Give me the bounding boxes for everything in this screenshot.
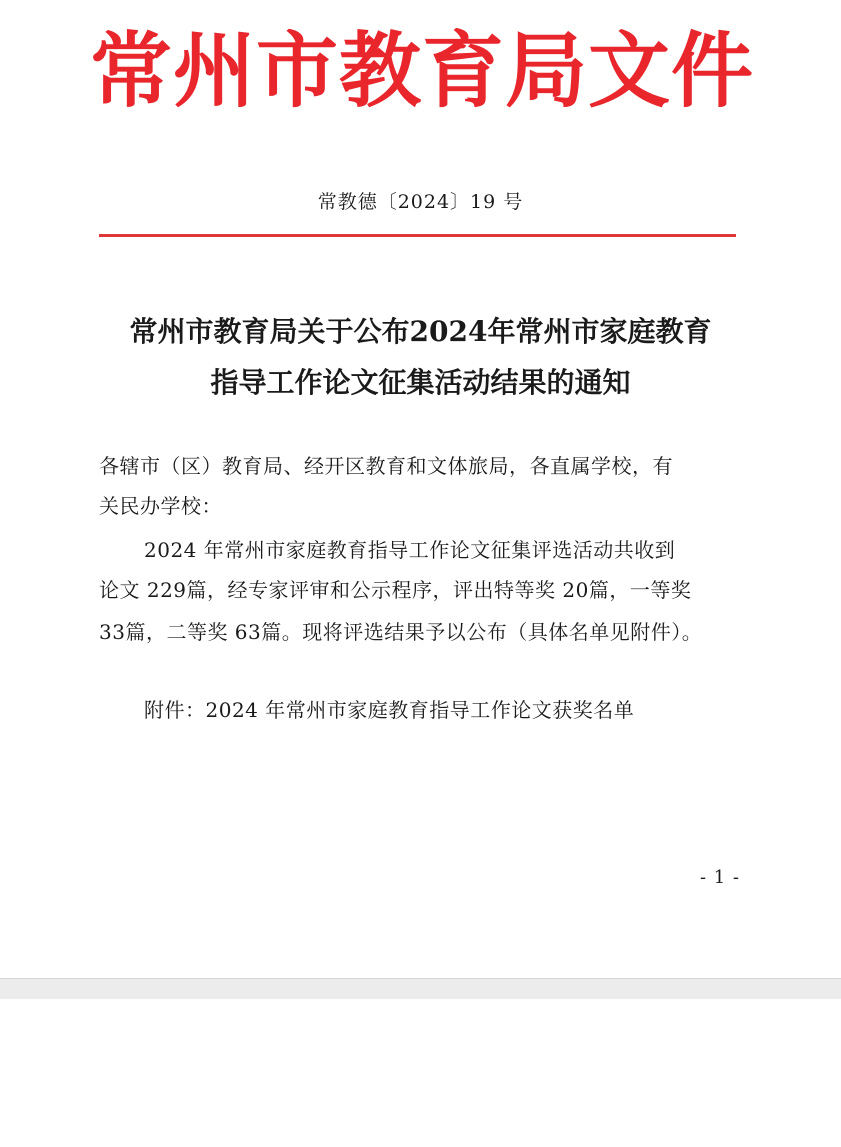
- notice-title-line-1: 常州市教育局关于公布2024年常州市家庭教育: [129, 315, 712, 348]
- body-paragraph-line-3: 33篇，二等奖 63篇。现将评选结果予以公布（具体名单见附件）。: [99, 620, 703, 644]
- red-divider-line: [99, 234, 736, 237]
- notice-title-line-2: 指导工作论文征集活动结果的通知: [210, 366, 631, 399]
- body-paragraph-line-1: 2024 年常州市家庭教育指导工作论文征集评选活动共收到: [144, 538, 676, 562]
- page-number: - 1 -: [699, 867, 740, 888]
- addressee-line-2: 关民办学校：: [99, 494, 222, 518]
- body-paragraph-line-2: 论文 229篇，经专家评审和公示程序，评出特等奖 20篇，一等奖: [99, 578, 692, 602]
- masthead-title: 常州市教育局文件: [90, 24, 755, 119]
- attachment-line: 附件：2024 年常州市家庭教育指导工作论文获奖名单: [144, 698, 635, 722]
- document-number: 常教德〔2024〕19 号: [317, 191, 524, 213]
- addressee-line-1: 各辖市（区）教育局、经开区教育和文体旅局，各直属学校，有: [99, 454, 673, 478]
- page-separator: [0, 978, 841, 1000]
- next-page: [0, 999, 841, 1147]
